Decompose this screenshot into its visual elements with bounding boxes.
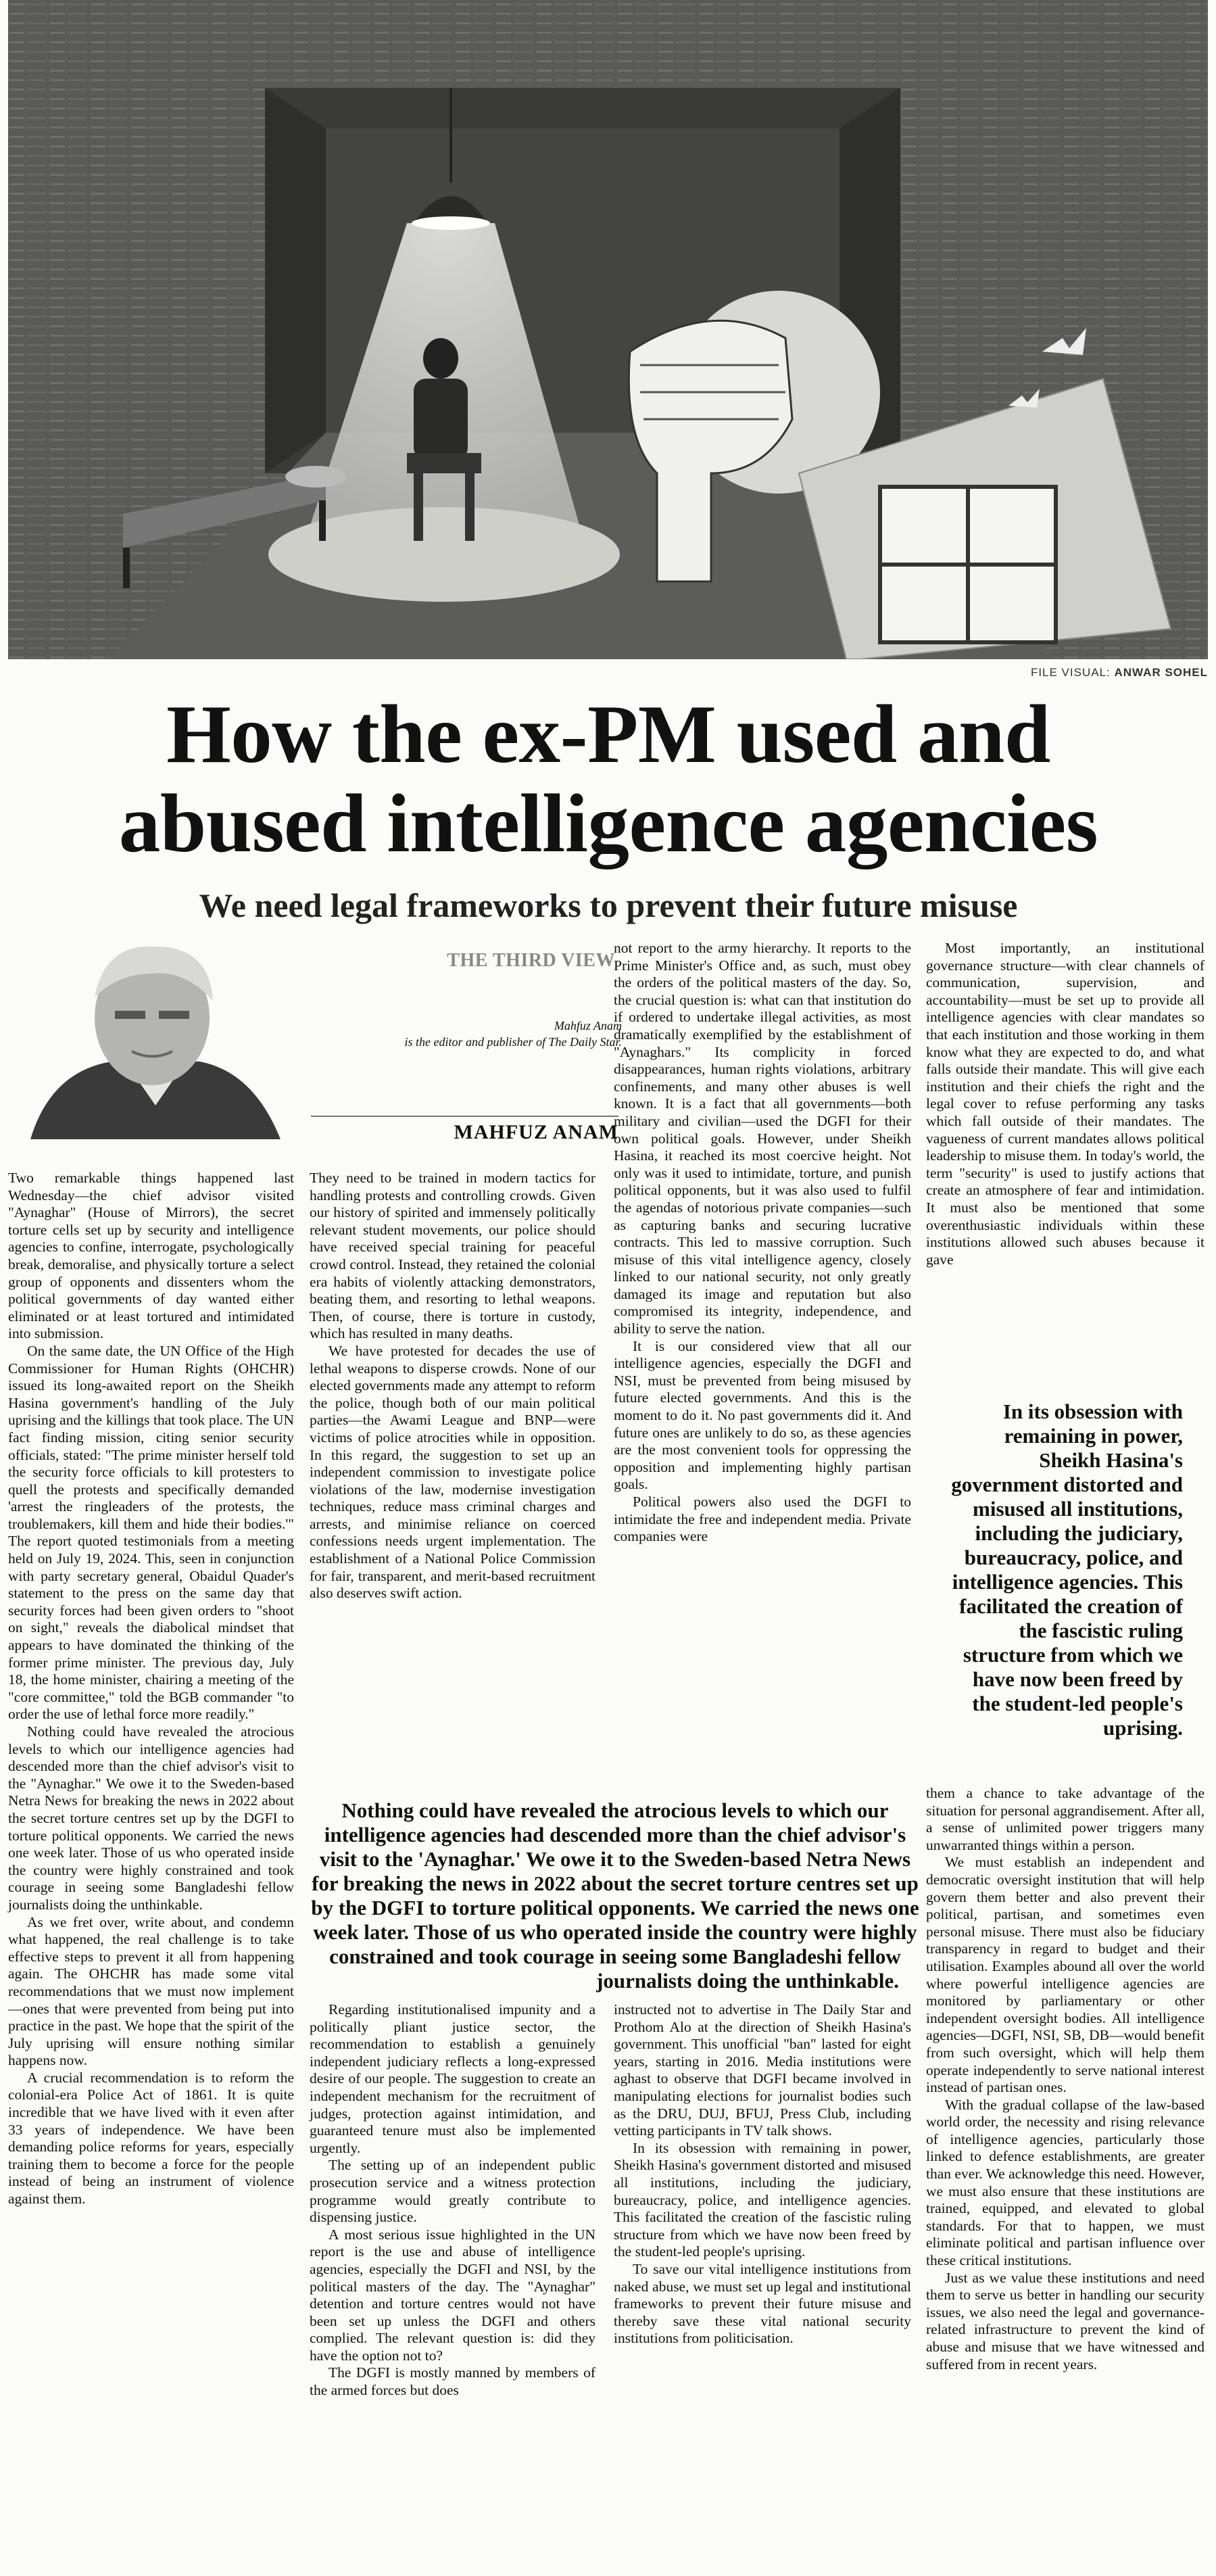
paragraph: them a chance to take advantage of the situation for personal aggrandisement. After all, a sense of unlimited power triggers many unwarranted things within a person.	[926, 1785, 1205, 1853]
paragraph: not report to the army hierarchy. It reports to the Prime Minister's Office and, as such, must obey the orders of the political masters of the day. So, the crucial question is: what can that institution do if ordered to undertake illegal activities, as most dramatically exemplified by the establishment of "Aynaghars." Its complicity in forced disappearances, human rights violations, arbitrary confinements, and many other abuses is well known. It is a fact that all governments—both military and civilian—used the DGFI for their own political goals. However, under Sheikh Hasina, it reached its most coercive height. Not only was it used to intimidate, torture, and punish political opponents, but it was also used to fulfil the agendas of notorious private companies—such as capturing banks and securing lucrative contracts. This led to massive corruption. Such misuse of this vital intelligence agency, closely linked to our national security, not only greatly damaged its image and reputation but also compromised its integrity, independence, and ability to serve the nation.	[614, 940, 911, 1337]
column-2-top	[310, 1170, 595, 1602]
pull-quote-1	[311, 1798, 919, 1993]
pull-quote-1-end: journalists doing the unthinkable.	[596, 1969, 899, 1993]
paragraph: The DGFI is mostly manned by members of the armed forces but does	[310, 2364, 595, 2399]
pull-quote-2: In its obsession with remaining in power, Sheikh Hasina's government distorted and misused all institutions, including the judiciary, bureaucracy, police, and intelligence agencies. This facilitated the creation of the fascistic ruling structure from which we have now been freed by the student-led people's uprising.	[951, 1400, 1183, 1740]
headline	[14, 690, 1203, 868]
column-4-top	[926, 940, 1205, 1268]
photo-credit-name: ANWAR SOHEL	[1114, 666, 1208, 679]
paragraph: Political powers also used the DGFI to intimidate the free and independent media. Private companies were	[614, 1494, 911, 1545]
paragraph: They need to be trained in modern tactics for handling protests and controlling crowds. Given our history of spirited and immensely politically relevant student movements, our police should have received special training for peaceful crowd control. Instead, they retained the colonial era habits of violently attacking demonstrators, beating them, and resorting to lethal weapons. Then, of course, there is torture in custody, which has resulted in many deaths.	[310, 1170, 595, 1342]
column-2-bottom	[310, 2001, 595, 2400]
column-4-bottom	[926, 1785, 1205, 2373]
paragraph: Regarding institutionalised impunity and a politically pliant justice sector, the recommendation to establish a genuinely independent judiciary reflects a long-expressed desire of our people. The suggestion to create an independent mechanism for the recruitment of judges, protection against intimidation, and guaranteed tenure must also be implemented urgently.	[310, 2001, 595, 2156]
paragraph: Just as we value these institutions and need them to serve us better in handling our security issues, we also need the legal and governance-related infrastructure to prevent the kind of abuse and misuse that we have witnessed and suffered from in recent years.	[926, 2269, 1205, 2372]
headline-line-1: How the ex-PM used and	[166, 688, 1050, 780]
paragraph: To save our vital intelligence institutions from naked abuse, we must set up legal and institutional frameworks to prevent their future misuse and thereby save these vital national security institutions from politicisation.	[614, 2260, 911, 2347]
column-name: THE THIRD VIEW	[447, 950, 615, 971]
author-bio	[379, 1018, 622, 1050]
author-bio-name: Mahfuz Anam	[554, 1019, 622, 1032]
headline-line-2: abused intelligence agencies	[118, 777, 1098, 869]
author-portrait	[10, 936, 301, 1139]
paragraph: On the same date, the UN Office of the High Commissioner for Human Rights (OHCHR) issued its long-awaited report on the Sheikh Hasina government's handling of the July uprising and the killings that took place. The UN fact finding mission, citing senior security officials, stated: "The prime minister herself told the security force officials to kill protesters to quell the protests and specifically demanded 'arrest the ringleaders of the protests, the troublemakers, kill them and hide their bodies.'" The report quoted testimonials from a meeting held on July 19, 2024. This, seen in conjunction with party secretary general, Obaidul Quader's statement to the press on the same day that security forces had been given orders to "shoot on sight," reveals the diabolical mindset that appears to have dominated the thinking of the former prime minister. The previous day, July 18, the home minister, chairing a meeting of the "core committee," told the BGB commander "to order the use of lethal force more readily."	[8, 1342, 294, 1723]
paragraph: With the gradual collapse of the law-based world order, the necessity and rising relevance of intelligence agencies, particularly those linked to defence establishments, are greater than ever. We acknowledge this need. However, we must also ensure that these institutions are trained, equipped, and elevated to global standards. For that to happen, we must eliminate political and partisan influence over these critical institutions.	[926, 2096, 1205, 2269]
author-bio-role: is the editor and publisher of The Daily Star.	[404, 1035, 622, 1049]
paragraph: Nothing could have revealed the atrocious levels to which our intelligence agencies had descended more than the chief advisor's visit to the "Aynaghar." We owe it to the Sweden-based Netra News for breaking the news in 2022 about the secret torture centres set up by the DGFI to torture political opponents. We carried the news one week later. Those of us who operated inside the country were highly constrained and took courage in seeing some Bangladeshi fellow journalists doing the unthinkable.	[8, 1723, 294, 1913]
paragraph: Two remarkable things happened last Wednesday—the chief advisor visited "Aynaghar" (House of Mirrors), the secret torture cells set up by security and intelligence agencies to confine, interrogate, psychologically break, demoralise, and physically torture a select group of opponents and dissenters whom the political governments of day wanted either eliminated or at least tortured and intimidated into submission.	[8, 1170, 294, 1342]
photo-credit-label: FILE VISUAL:	[1030, 666, 1111, 679]
paragraph: As we fret over, write about, and condemn what happened, the real challenge is to take effective steps to prevent it all from happening again. The OHCHR has made some vital recommendations that we must now implement—ones that were prevented from being put into practice in the past. We hope that the spirit of the July uprising will ensure nothing similar happens now.	[8, 1913, 294, 2069]
column-1	[8, 1170, 294, 2208]
paragraph: A most serious issue highlighted in the UN report is the use and abuse of intelligence agencies, especially the DGFI and NSI, by the political masters of the day. The "Aynaghar" detention and torture centres would not have been set up unless the DGFI and others complied. The relevant question is: did they have the option not to?	[310, 2226, 595, 2364]
paragraph: The setting up of an independent public prosecution service and a witness protection programme would greatly contribute to dispensing justice.	[310, 2157, 595, 2226]
photo-credit	[0, 666, 1208, 679]
byline: MAHFUZ ANAM	[311, 1116, 618, 1144]
paragraph: Most importantly, an institutional governance structure—with clear channels of communication, supervision, and accountability—must be set up to provide all intelligence agencies with clear mandates so that each institution and those working in them know what they are expected to do, and what falls outside their mandate. This will give each institution and their chiefs the right and the legal cover to refuse performing any tasks which fall outside of their mandates. The vagueness of current mandates allows political leadership to misuse them. In today's world, the term "security" is used to justify actions that create an atmosphere of fear and intimidation. It must also be mentioned that some overenthusiastic individuals within these institutions allowed such abuses because it gave	[926, 940, 1205, 1268]
paragraph: A crucial recommendation is to reform the colonial-era Police Act of 1861. It is quite incredible that we have lived with it even after 33 years of independence. We have been demanding police reforms for years, especially training them to become a force for the people instead of being an instrument of violence against them.	[8, 2069, 294, 2208]
paragraph: We must establish an independent and democratic oversight institution that will help govern them better and also prevent their political, partisan, and sometimes even personal misuse. There must also be fiduciary transparency in regard to budget and their utilisation. Examples abound all over the world where powerful intelligence agencies are monitored by parliamentary or other independent oversight bodies. All intelligence agencies—DGFI, NSI, SB, DB—would benefit from such oversight, which will help them operate independently to serve national interest instead of partisan ones.	[926, 1854, 1205, 2096]
column-3-bottom	[614, 2001, 911, 2347]
paragraph: It is our considered view that all our intelligence agencies, especially the DGFI and NSI, must be prevented from being misused by future elected governments. And this is the moment to do it. No past governments did it. And future ones are unlikely to do so, as these agencies are the most convenient tools for oppressing the opposition and implementing highly partisan goals.	[614, 1337, 911, 1493]
column-3-top	[614, 940, 911, 1546]
paragraph: instructed not to advertise in The Daily Star and Prothom Alo at the direction of Sheikh Hasina's government. This unofficial "ban" lasted for eight years, starting in 2016. Media institutions were aghast to observe that DGFI became involved in manipulating elections for journalist bodies such as the DRU, DUJ, BFUJ, Press Club, including vetting participants in TV talk shows.	[614, 2001, 911, 2139]
pull-quote-1-text: Nothing could have revealed the atrocious levels to which our intelligence agencies had descended more than the chief advisor's visit to the 'Aynaghar.' We owe it to the Sweden-based Netra News for breaking the news in 2022 about the secret torture centres set up by the DGFI to torture political opponents. We carried the news one week later. Those of us who operated inside the country were highly constrained and took courage in seeing some Bangladeshi fellow	[311, 1798, 919, 1968]
paragraph: We have protested for decades the use of lethal weapons to disperse crowds. None of our elected governments made any attempt to reform the police, though both of our main political parties—the Awami League and BNP—were victims of police atrocities while in opposition. In this regard, the suggestion to set up an independent commission to investigate police violations of the law, modernise investigation techniques, reduce mass criminal charges and arrests, and minimise reliance on coerced confessions needs urgent implementation. The establishment of a National Police Commission for fair, transparent, and merit-based recruitment also deserves swift action.	[310, 1342, 595, 1602]
paragraph: In its obsession with remaining in power, Sheikh Hasina's government distorted and misused all institutions, including the judiciary, bureaucracy, police, and intelligence agencies. This facilitated the creation of the fascistic ruling structure from which we have now been freed by the student-led people's uprising.	[614, 2139, 911, 2260]
hero-illustration	[8, 0, 1208, 659]
deck: We need legal frameworks to prevent their future misuse	[199, 886, 1018, 924]
